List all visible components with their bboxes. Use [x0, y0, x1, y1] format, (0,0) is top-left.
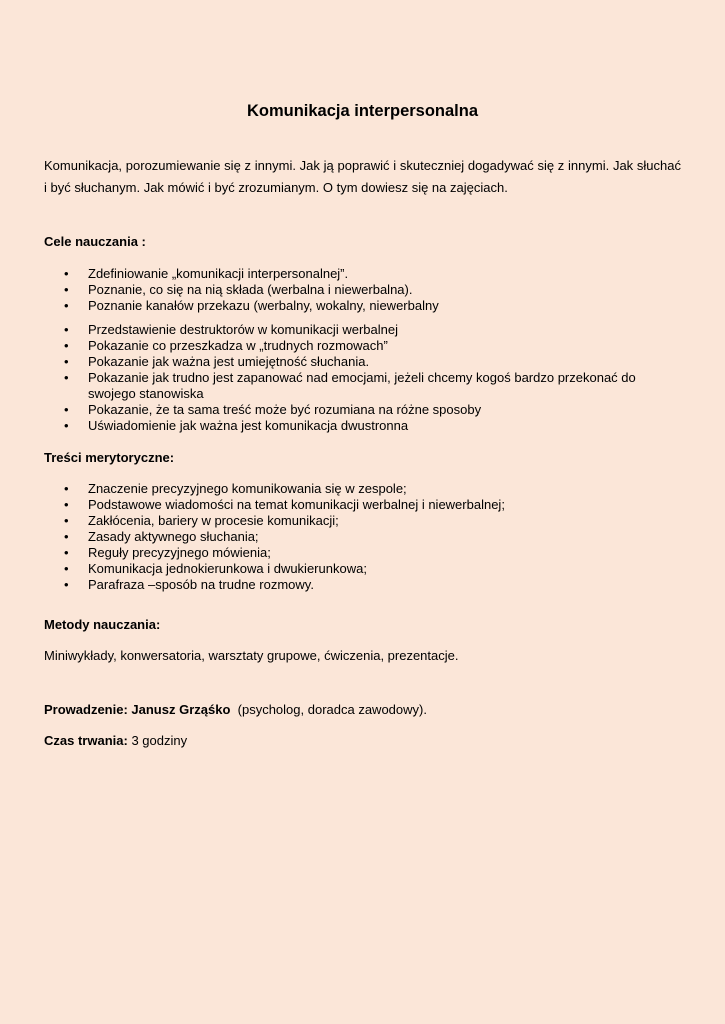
lead-label: Prowadzenie: Janusz Grząśko	[44, 702, 231, 717]
content-list	[44, 481, 674, 593]
list-item: • Zdefiniowanie „komunikacji interpersonalnej”.	[44, 266, 674, 282]
list-item: • Komunikacja jednokierunkowa i dwukierunkowa;	[44, 561, 674, 577]
list-item: • Parafraza –sposób na trudne rozmowy.	[44, 577, 674, 593]
lead-text: (psycholog, doradca zawodowy).	[237, 702, 427, 717]
list-item: • Pokazanie co przeszkadza w „trudnych rozmowach”	[44, 338, 674, 354]
duration-label: Czas trwania:	[44, 733, 128, 748]
list-item: • Uświadomienie jak ważna jest komunikacja dwustronna	[44, 418, 674, 434]
list-item: • Znaczenie precyzyjnego komunikowania się w zespole;	[44, 481, 674, 497]
list-item: • Poznanie, co się na nią składa (werbalna i niewerbalna).	[44, 282, 674, 298]
content-heading: Treści merytoryczne:	[44, 450, 175, 465]
document-title: Komunikacja interpersonalna	[246, 102, 479, 120]
list-item: • Poznanie kanałów przekazu (werbalny, wokalny, niewerbalny	[44, 298, 674, 314]
list-item: • Zakłócenia, bariery w procesie komunikacji;	[44, 513, 674, 529]
methods-heading: Metody nauczania:	[44, 617, 161, 632]
list-item: • Pokazanie jak trudno jest zapanować nad emocjami, jeżeli chcemy kogoś bardzo przekonać do swojego stanowiska	[44, 370, 674, 402]
goals-heading: Cele nauczania :	[44, 234, 146, 249]
goals-list-a	[44, 266, 674, 314]
list-item: • Przedstawienie destruktorów w komunikacji werbalnej	[44, 322, 674, 338]
lead-line	[44, 702, 681, 717]
duration-line	[44, 733, 681, 748]
methods-text: Miniwykłady, konwersatoria, warsztaty grupowe, ćwiczenia, prezentacje.	[44, 648, 459, 663]
list-item: • Pokazanie jak ważna jest umiejętność słuchania.	[44, 354, 674, 370]
list-item: • Zasady aktywnego słuchania;	[44, 529, 674, 545]
list-item: • Pokazanie, że ta sama treść może być rozumiana na różne sposoby	[44, 402, 674, 418]
list-item: • Podstawowe wiadomości na temat komunikacji werbalnej i niewerbalnej;	[44, 497, 674, 513]
duration-text: 3 godziny	[131, 733, 188, 748]
list-item: • Reguły precyzyjnego mówienia;	[44, 545, 674, 561]
goals-list-b	[44, 322, 674, 434]
intro-paragraph: Komunikacja, porozumiewanie się z innymi. Jak ją poprawić i skuteczniej dogadywać się z innymi. Jak słuchać i być słuchanym. Jak mówić i być zrozumianym. O tym dowiesz się na zajęciach.	[44, 158, 681, 195]
